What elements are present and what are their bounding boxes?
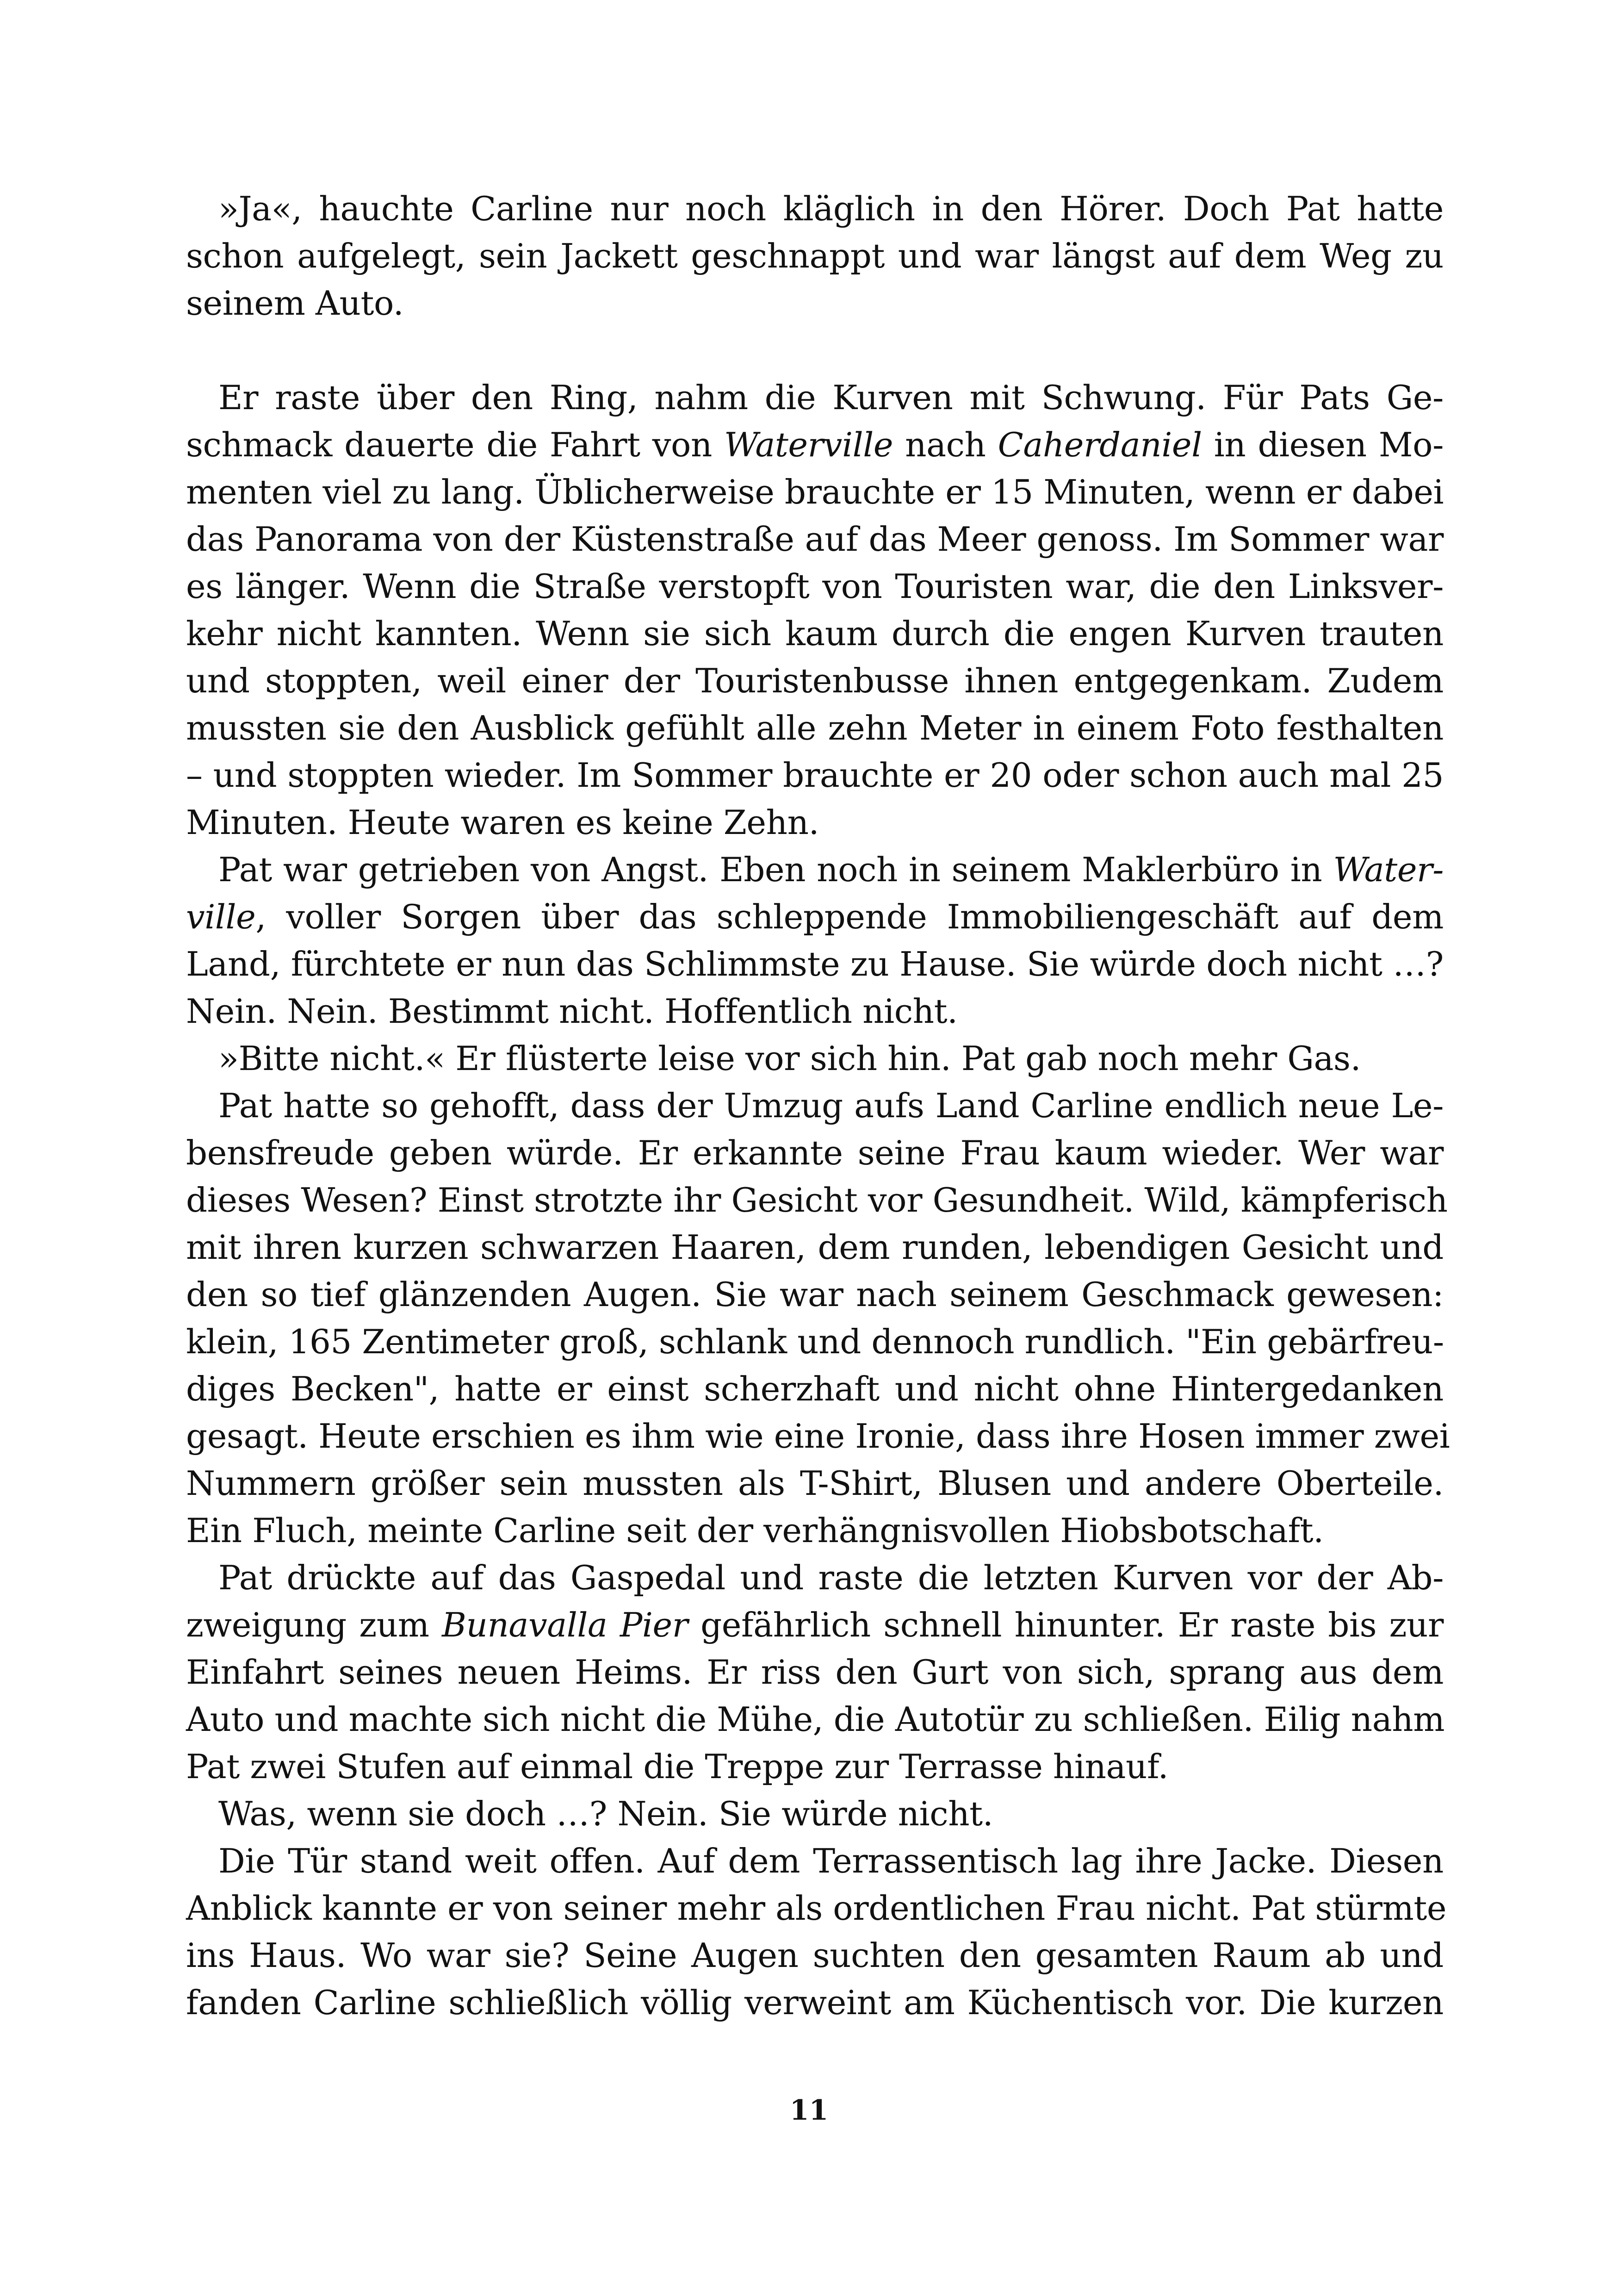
text-line: dieses Wesen? Einst strotzte ihr Gesicht vor Gesundheit. Wild, kämpferisch — [186, 1181, 1448, 1220]
italic-place-name: Caherdaniel — [998, 425, 1202, 464]
paragraph-5 — [186, 1082, 1450, 1554]
text-line: mit ihren kurzen schwarzen Haaren, dem runden, lebendigen Gesicht und — [186, 1228, 1444, 1267]
text-line: Anblick kannte er von seiner mehr als ordentlichen Frau nicht. Pat stürmte — [186, 1889, 1447, 1928]
text-line: Nummern größer sein mussten als T-Shirt, Blusen und andere Oberteile. — [186, 1464, 1444, 1503]
page-number: 11 — [789, 2094, 829, 2127]
text-line: Pat hatte so gehofft, dass der Umzug aufs Land Carline endlich neue Le- — [218, 1086, 1444, 1125]
text-line: schmack dauerte die Fahrt von Waterville nach Caherdaniel in diesen Mo- — [186, 425, 1444, 464]
text-line: Minuten. Heute waren es keine Zehn. — [186, 803, 819, 842]
italic-place-name: Bunavalla Pier — [441, 1605, 688, 1644]
text-line: »Bitte nicht.« Er flüsterte leise vor sich hin. Pat gab noch mehr Gas. — [218, 1039, 1361, 1078]
text-line: – und stoppten wieder. Im Sommer brauchte er 20 oder schon auch mal 25 — [186, 756, 1444, 795]
text-line: bensfreude geben würde. Er erkannte seine Frau kaum wieder. Wer war — [186, 1133, 1444, 1172]
text-line: ville, voller Sorgen über das schleppende Immobiliengeschäft auf dem — [186, 897, 1444, 936]
paragraph-4 — [186, 1035, 1444, 1082]
italic-place-name: Waterville — [724, 425, 893, 464]
text-line: und stoppten, weil einer der Touristenbusse ihnen entgegenkam. Zudem — [186, 661, 1444, 700]
text-line: Land, fürchtete er nun das Schlimmste zu Hause. Sie würde doch nicht …? — [186, 945, 1444, 983]
text-line: »Ja«, hauchte Carline nur noch kläglich in den Hörer. Doch Pat hatte — [218, 189, 1444, 228]
text-line: Pat war getrieben von Angst. Eben noch in seinem Maklerbüro in Water- — [218, 850, 1444, 889]
blank-line — [186, 327, 1444, 374]
text-line: kehr nicht kannten. Wenn sie sich kaum durch die engen Kurven trauten — [186, 614, 1444, 653]
text-line: Ein Fluch, meinte Carline seit der verhängnisvollen Hiobsbotschaft. — [186, 1511, 1324, 1550]
text-line: Nein. Nein. Bestimmt nicht. Hoffentlich nicht. — [186, 992, 958, 1031]
text-line: Pat zwei Stufen auf einmal die Treppe zur Terrasse hinauf. — [186, 1747, 1169, 1786]
text-line: schon aufgelegt, sein Jackett geschnappt und war längst auf dem Weg zu — [186, 236, 1444, 275]
text-line: mussten sie den Ausblick gefühlt alle zehn Meter in einem Foto festhalten — [186, 709, 1444, 747]
text-line: den so tief glänzenden Augen. Sie war nach seinem Geschmack gewesen: — [186, 1275, 1444, 1314]
text-line: klein, 165 Zentimeter groß, schlank und dennoch rundlich. "Ein gebärfreu- — [186, 1322, 1444, 1361]
page-body — [186, 185, 1450, 2026]
text-line: Er raste über den Ring, nahm die Kurven mit Schwung. Für Pats Ge- — [218, 378, 1444, 417]
paragraph-6 — [186, 1554, 1444, 1790]
text-line: diges Becken", hatte er einst scherzhaft und nicht ohne Hintergedanken — [186, 1369, 1444, 1408]
text-line: ins Haus. Wo war sie? Seine Augen suchten den gesamten Raum ab und — [186, 1936, 1444, 1975]
text-line: Einfahrt seines neuen Heims. Er riss den Gurt von sich, sprang aus dem — [186, 1653, 1444, 1692]
paragraph-2 — [186, 374, 1444, 846]
text-line: menten viel zu lang. Üblicherweise brauchte er 15 Minuten, wenn er dabei — [186, 473, 1444, 511]
text-line: Auto und machte sich nicht die Mühe, die Autotür zu schließen. Eilig nahm — [186, 1700, 1445, 1739]
italic-place-name: ville — [186, 897, 256, 936]
text-line: fanden Carline schließlich völlig verweint am Küchentisch vor. Die kurzen — [186, 1983, 1444, 2022]
text-line: es länger. Wenn die Straße verstopft von Touristen war, die den Linksver- — [186, 567, 1444, 606]
paragraph-3 — [186, 846, 1444, 1035]
paragraph-8 — [186, 1837, 1447, 2026]
paragraph-7 — [186, 1790, 1444, 1837]
text-line: Was, wenn sie doch …? Nein. Sie würde nicht. — [218, 1794, 993, 1833]
text-line: gesagt. Heute erschien es ihm wie eine Ironie, dass ihre Hosen immer zwei — [186, 1417, 1450, 1456]
paragraph-1 — [186, 185, 1444, 327]
text-line: Pat drückte auf das Gaspedal und raste die letzten Kurven vor der Ab- — [218, 1558, 1444, 1597]
italic-place-name: Water- — [1333, 850, 1444, 889]
text-line: das Panorama von der Küstenstraße auf das Meer genoss. Im Sommer war — [186, 520, 1444, 559]
text-line: seinem Auto. — [186, 284, 404, 323]
text-line: Die Tür stand weit offen. Auf dem Terrassentisch lag ihre Jacke. Diesen — [218, 1842, 1444, 1880]
text-line: zweigung zum Bunavalla Pier gefährlich schnell hinunter. Er raste bis zur — [186, 1605, 1444, 1644]
